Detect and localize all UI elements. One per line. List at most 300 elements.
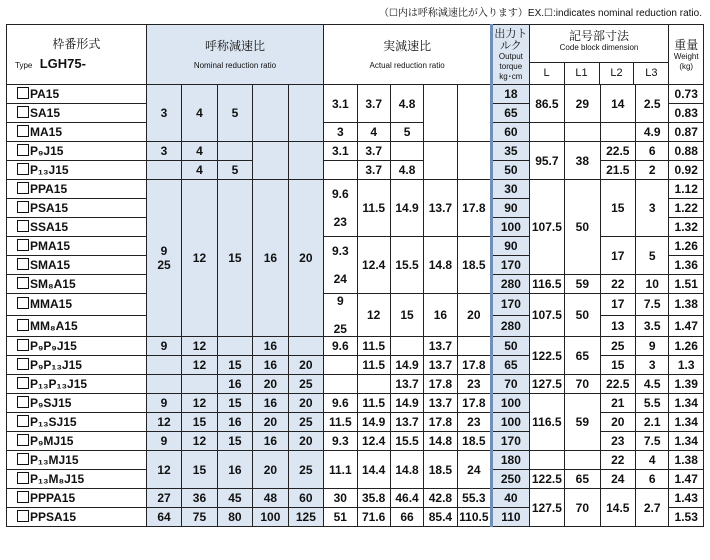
- actual-cell: 3.7: [357, 85, 390, 123]
- ratio-box-icon: [17, 144, 29, 156]
- actual-cell: 20: [457, 294, 491, 337]
- actual-ratio-header: [324, 25, 492, 85]
- nominal-cell: 64: [146, 508, 181, 527]
- nominal-cell: 16: [217, 413, 252, 432]
- actual-cell: 4.8: [390, 85, 423, 123]
- L-label: L: [530, 63, 565, 84]
- type-name: P₁₃SJ15: [7, 413, 147, 432]
- torque-cell: 100: [492, 413, 530, 432]
- weight-cell: 0.87: [669, 123, 704, 142]
- nominal-cell: 15: [182, 451, 217, 489]
- dim-L3-cell: 9: [636, 337, 669, 356]
- actual-cell: 12: [357, 294, 390, 337]
- ratio-box-icon: [17, 87, 29, 99]
- weight-cell: 1.3: [669, 356, 704, 375]
- weight-cell: 1.38: [669, 451, 704, 470]
- weight-cell: 1.39: [669, 375, 704, 394]
- actual-en-label: Actual reduction ratio: [369, 60, 445, 70]
- nominal-cell: [288, 85, 324, 142]
- dim-L3-cell: 10: [636, 275, 669, 294]
- nominal-cell: 20: [253, 451, 288, 489]
- type-name: P₁₃J15: [7, 161, 147, 180]
- nominal-cell: 15: [217, 180, 252, 337]
- type-name: SMA15: [7, 256, 147, 275]
- nominal-cell: 100: [253, 508, 288, 527]
- ratio-box-icon: [17, 510, 29, 522]
- actual-cell: 30: [324, 489, 357, 508]
- torque-cell: 280: [492, 315, 530, 337]
- nominal-cell: 20: [253, 413, 288, 432]
- actual-cell: 18.5: [457, 237, 491, 294]
- nominal-cell: 16: [253, 432, 288, 451]
- dim-L3-cell: 3: [636, 356, 669, 375]
- actual-cell: 13.7: [424, 180, 457, 237]
- L3-label: L3: [645, 67, 658, 79]
- actual-cell: 11.5: [324, 413, 357, 432]
- nominal-cell: [288, 142, 324, 180]
- dim-L1-cell: [565, 123, 600, 142]
- type-name: PPA15: [7, 180, 147, 199]
- dim-L3-cell: 2.5: [636, 85, 669, 123]
- weight-jp-label: 重量: [674, 37, 699, 52]
- nominal-cell: 16: [217, 375, 252, 394]
- nominal-cell: 20: [288, 356, 324, 375]
- dim-L2-cell: 15: [600, 356, 635, 375]
- nominal-cell: 15: [217, 356, 252, 375]
- ratio-box-icon: [17, 125, 29, 137]
- type-name: PMA15: [7, 237, 147, 256]
- type-name: PPPA15: [7, 489, 147, 508]
- frame-type-header: [7, 25, 147, 85]
- type-name: SM₈A15: [7, 275, 147, 294]
- actual-cell: 13.7: [424, 394, 457, 413]
- actual-cell: 51: [324, 508, 357, 527]
- torque-cell: 50: [492, 337, 530, 356]
- dim-L-cell: [529, 123, 564, 142]
- nominal-cell: 60: [288, 489, 324, 508]
- dim-L2-cell: 22.5: [600, 375, 635, 394]
- actual-cell: 12.4: [357, 432, 390, 451]
- table-row: [7, 489, 704, 508]
- dim-L3-cell: 3.5: [636, 315, 669, 337]
- ratio-box-icon: [17, 277, 29, 289]
- dim-L-cell: 116.5: [529, 275, 564, 294]
- ratio-box-icon: [17, 239, 29, 251]
- torque-cell: 90: [492, 237, 530, 256]
- nominal-cell: [182, 375, 217, 394]
- torque-unit-label: kg･cm: [499, 71, 523, 81]
- nominal-cell: 20: [288, 394, 324, 413]
- actual-cell: 18.5: [424, 451, 457, 489]
- ratio-box-icon: [17, 472, 29, 484]
- nominal-cell: 12: [146, 451, 181, 489]
- frame-jp-label: 枠番形式: [52, 36, 101, 51]
- L1-label: L1: [565, 63, 600, 84]
- nominal-cell: 12: [182, 432, 217, 451]
- dim-L2-cell: 21.5: [600, 161, 635, 180]
- nominal-cell: 45: [217, 489, 252, 508]
- actual-jp-label: 実減速比: [383, 38, 432, 53]
- actual-cell: 9.3: [324, 432, 357, 451]
- weight-en-label: Weight: [673, 51, 699, 61]
- ratio-box-icon: [17, 220, 29, 232]
- actual-cell: 5: [390, 123, 423, 142]
- dim-L3-cell: 6: [636, 470, 669, 489]
- weight-cell: 1.36: [669, 256, 704, 275]
- type-name: P₁₃MJ15: [7, 451, 147, 470]
- actual-cell: 12.4: [357, 237, 390, 294]
- dim-L-cell: [529, 451, 564, 470]
- actual-cell: 14.9: [390, 180, 423, 237]
- table-row: [7, 375, 704, 394]
- actual-cell: 9.6 23: [324, 180, 357, 237]
- actual-cell: 11.1: [324, 451, 357, 489]
- nominal-cell: [146, 356, 181, 375]
- nominal-cell: 16: [253, 180, 288, 337]
- torque-cell: 50: [492, 161, 530, 180]
- dim-L-cell: 127.5: [529, 489, 564, 527]
- dim-L2-cell: 14.5: [600, 489, 635, 527]
- actual-cell: 9 25: [324, 294, 357, 337]
- actual-cell: 24: [457, 451, 491, 489]
- torque-cell: 35: [492, 142, 530, 161]
- ratio-box-icon: [17, 415, 29, 427]
- weight-cell: 0.73: [669, 85, 704, 104]
- actual-cell: 3.7: [357, 142, 390, 161]
- weight-cell: 1.34: [669, 413, 704, 432]
- actual-cell: [357, 375, 390, 394]
- actual-cell: 85.4: [424, 508, 457, 527]
- actual-cell: [390, 337, 423, 356]
- dim-L2-cell: 24: [600, 470, 635, 489]
- actual-cell: [457, 142, 491, 180]
- actual-cell: 11.5: [357, 394, 390, 413]
- ratio-box-icon: [17, 182, 29, 194]
- dim-L3-cell: 7.5: [636, 432, 669, 451]
- nominal-cell: 25: [288, 375, 324, 394]
- L2-label: L2: [600, 63, 635, 84]
- dim-L1-cell: 50: [565, 180, 600, 275]
- actual-cell: 15.5: [390, 432, 423, 451]
- ratio-box-icon: [17, 377, 29, 389]
- actual-cell: 14.9: [390, 394, 423, 413]
- actual-cell: 13.7: [424, 356, 457, 375]
- dim-L2-cell: 15: [600, 180, 635, 237]
- actual-cell: 3.1: [324, 85, 357, 123]
- actual-cell: 55.3: [457, 489, 491, 508]
- actual-cell: 46.4: [390, 489, 423, 508]
- nominal-ratio-header: [146, 25, 323, 85]
- nominal-cell: [253, 142, 288, 180]
- table-row: [7, 180, 704, 199]
- dim-L3-cell: 5: [636, 237, 669, 275]
- nominal-cell: 36: [182, 489, 217, 508]
- type-name: PSA15: [7, 199, 147, 218]
- nominal-cell: 20: [253, 375, 288, 394]
- nominal-cell: 12: [182, 337, 217, 356]
- dim-L-cell: 122.5: [529, 470, 564, 489]
- actual-cell: 17.8: [457, 394, 491, 413]
- type-name: MMA15: [7, 294, 147, 316]
- dim-L2-cell: 25: [600, 337, 635, 356]
- nominal-cell: 16: [253, 337, 288, 356]
- actual-cell: [390, 142, 423, 161]
- actual-cell: 11.5: [357, 180, 390, 237]
- actual-cell: 14.8: [390, 451, 423, 489]
- actual-cell: 66: [390, 508, 423, 527]
- dim-L-cell: 107.5: [529, 180, 564, 275]
- dim-L-cell: 127.5: [529, 375, 564, 394]
- dim-L2-cell: 23: [600, 432, 635, 451]
- weight-cell: 0.83: [669, 104, 704, 123]
- type-value: LGH75-: [39, 55, 86, 71]
- actual-cell: 35.8: [357, 489, 390, 508]
- weight-cell: 1.43: [669, 489, 704, 508]
- weight-cell: 1.26: [669, 337, 704, 356]
- actual-cell: 4: [357, 123, 390, 142]
- weight-header: [669, 25, 704, 85]
- actual-cell: 14.9: [357, 413, 390, 432]
- actual-cell: 23: [457, 375, 491, 394]
- nominal-cell: 9 25: [146, 180, 181, 337]
- nominal-cell: [288, 337, 324, 356]
- nominal-cell: 20: [288, 432, 324, 451]
- type-name: P₉P₁₃J15: [7, 356, 147, 375]
- weight-cell: 1.38: [669, 294, 704, 316]
- nominal-cell: [217, 337, 252, 356]
- nominal-cell: [146, 161, 181, 180]
- table-row: [7, 123, 704, 142]
- dim-L3-cell: 5.5: [636, 394, 669, 413]
- nominal-cell: 25: [288, 451, 324, 489]
- type-name: P₁₃M₈J15: [7, 470, 147, 489]
- nominal-cell: 9: [146, 394, 181, 413]
- torque-cell: 40: [492, 489, 530, 508]
- dim-L2-cell: 17: [600, 294, 635, 316]
- table-row: [7, 394, 704, 413]
- nominal-en-label: Nominal reduction ratio: [193, 60, 277, 70]
- code-dimension-header: [529, 25, 669, 85]
- torque-cell: 90: [492, 199, 530, 218]
- nominal-cell: 16: [253, 356, 288, 375]
- weight-cell: 1.51: [669, 275, 704, 294]
- actual-cell: 18.5: [457, 432, 491, 451]
- torque-header: [492, 25, 530, 85]
- actual-cell: 13.7: [390, 413, 423, 432]
- dim-L1-cell: 38: [565, 142, 600, 180]
- weight-cell: 1.26: [669, 237, 704, 256]
- dim-L2-cell: 13: [600, 315, 635, 337]
- actual-cell: 13.7: [390, 375, 423, 394]
- nominal-cell: 75: [182, 508, 217, 527]
- torque-cell: 18: [492, 85, 530, 104]
- actual-cell: 3: [324, 123, 357, 142]
- type-name: PPSA15: [7, 508, 147, 527]
- dim-L3-cell: 4: [636, 451, 669, 470]
- weight-cell: 0.92: [669, 161, 704, 180]
- actual-cell: 23: [457, 413, 491, 432]
- nominal-cell: 15: [182, 413, 217, 432]
- ratio-box-icon: [17, 163, 29, 175]
- ratio-box-icon: [17, 358, 29, 370]
- nominal-cell: 15: [217, 394, 252, 413]
- nominal-cell: 4: [182, 85, 217, 142]
- torque-cell: 280: [492, 275, 530, 294]
- type-name: MA15: [7, 123, 147, 142]
- actual-cell: 11.5: [357, 337, 390, 356]
- table-row: [7, 85, 704, 104]
- nominal-cell: 48: [253, 489, 288, 508]
- weight-cell: 1.34: [669, 394, 704, 413]
- actual-cell: 9.6: [324, 394, 357, 413]
- actual-cell: [324, 161, 357, 180]
- nominal-cell: 16: [217, 451, 252, 489]
- type-name: PA15: [7, 85, 147, 104]
- dim-L1-cell: 70: [565, 489, 600, 527]
- ratio-box-icon: [17, 396, 29, 408]
- actual-cell: [457, 85, 491, 142]
- weight-cell: 1.22: [669, 199, 704, 218]
- dim-L2-cell: 22.5: [600, 142, 635, 161]
- dim-L-cell: 107.5: [529, 294, 564, 337]
- torque-jp-label: 出力トルク: [494, 27, 528, 52]
- dim-L3-cell: 4.9: [636, 123, 669, 142]
- nominal-cell: 4: [182, 161, 217, 180]
- torque-cell: 100: [492, 218, 530, 237]
- actual-cell: 9.3 24: [324, 237, 357, 294]
- nominal-cell: 12: [182, 180, 217, 337]
- weight-cell: 1.47: [669, 315, 704, 337]
- actual-cell: 17.8: [424, 375, 457, 394]
- dim-L-cell: 86.5: [529, 85, 564, 123]
- dim-L3-cell: 7.5: [636, 294, 669, 316]
- actual-cell: [324, 356, 357, 375]
- dim-L1-cell: 50: [565, 294, 600, 337]
- dim-L1-cell: 65: [565, 470, 600, 489]
- nominal-cell: 20: [288, 180, 324, 337]
- actual-cell: 17.8: [457, 356, 491, 375]
- weight-cell: 0.88: [669, 142, 704, 161]
- nominal-cell: [146, 375, 181, 394]
- ratio-box-icon: [17, 258, 29, 270]
- actual-cell: 9.6: [324, 337, 357, 356]
- table-body: [7, 85, 704, 527]
- actual-cell: 17.8: [457, 180, 491, 237]
- ratio-box-icon: [17, 434, 29, 446]
- dim-L1-cell: 59: [565, 275, 600, 294]
- type-name: SA15: [7, 104, 147, 123]
- type-name: P₁₃P₁₃J15: [7, 375, 147, 394]
- ratio-box-icon: [17, 319, 29, 331]
- torque-cell: 250: [492, 470, 530, 489]
- nominal-cell: 125: [288, 508, 324, 527]
- torque-cell: 65: [492, 356, 530, 375]
- weight-cell: 1.34: [669, 432, 704, 451]
- ratio-box-icon: [17, 339, 29, 351]
- dim-L1-cell: 59: [565, 394, 600, 451]
- weight-cell: 1.32: [669, 218, 704, 237]
- nominal-cell: 16: [253, 394, 288, 413]
- actual-cell: 11.5: [357, 356, 390, 375]
- ratio-box-icon: [17, 297, 29, 309]
- nominal-cell: 15: [217, 432, 252, 451]
- torque-cell: 70: [492, 375, 530, 394]
- type-name: MM₈A15: [7, 315, 147, 337]
- nominal-cell: 5: [217, 85, 252, 142]
- dim-L3-cell: 2.7: [636, 489, 669, 527]
- nominal-cell: 12: [146, 413, 181, 432]
- actual-cell: [424, 142, 457, 180]
- type-name: P₉MJ15: [7, 432, 147, 451]
- nominal-cell: 3: [146, 142, 181, 161]
- nominal-jp-label: 呼称減速比: [204, 38, 265, 53]
- dim-L1-cell: 65: [565, 337, 600, 375]
- actual-cell: [424, 85, 457, 142]
- dim-L3-cell: 3: [636, 180, 669, 237]
- type-label: Type: [15, 60, 33, 70]
- actual-cell: [324, 375, 357, 394]
- nominal-cell: 9: [146, 337, 181, 356]
- torque-cell: 100: [492, 394, 530, 413]
- actual-cell: 3.7: [357, 161, 390, 180]
- torque-cell: 110: [492, 508, 530, 527]
- dim-L2-cell: 22: [600, 451, 635, 470]
- weight-unit-label: (kg): [679, 61, 694, 71]
- actual-cell: 71.6: [357, 508, 390, 527]
- table-row: [7, 294, 704, 316]
- dim-L-cell: 116.5: [529, 394, 564, 451]
- dim-L1-cell: 70: [565, 375, 600, 394]
- actual-cell: 15.5: [390, 237, 423, 294]
- table-row: [7, 451, 704, 470]
- nominal-cell: 4: [182, 142, 217, 161]
- dimension-jp-label: 記号部寸法: [569, 29, 630, 43]
- type-name: P₉SJ15: [7, 394, 147, 413]
- dim-L2-cell: 14: [600, 85, 635, 123]
- nominal-cell: 9: [146, 432, 181, 451]
- type-name: P₉J15: [7, 142, 147, 161]
- actual-cell: 3.1: [324, 142, 357, 161]
- dim-L3-cell: 4.5: [636, 375, 669, 394]
- torque-cell: 30: [492, 180, 530, 199]
- ratio-box-icon: [17, 453, 29, 465]
- type-name: P₉P₉J15: [7, 337, 147, 356]
- actual-cell: 110.5: [457, 508, 491, 527]
- actual-cell: 13.7: [424, 337, 457, 356]
- nominal-cell: 5: [217, 161, 252, 180]
- nominal-cell: 25: [288, 413, 324, 432]
- torque-en-label: Output torque: [498, 51, 523, 71]
- dim-L3-cell: 6: [636, 142, 669, 161]
- table-row: [7, 142, 704, 161]
- torque-cell: 180: [492, 451, 530, 470]
- torque-cell: 170: [492, 294, 530, 316]
- weight-cell: 1.53: [669, 508, 704, 527]
- specification-table: [6, 24, 704, 527]
- actual-cell: 14.8: [424, 237, 457, 294]
- actual-cell: 14.4: [357, 451, 390, 489]
- ratio-note: （☐内は呼称減速比が入ります）EX.☐:indicates nominal reduction ratio.: [378, 8, 702, 19]
- actual-cell: 16: [424, 294, 457, 337]
- nominal-cell: 80: [217, 508, 252, 527]
- torque-cell: 60: [492, 123, 530, 142]
- actual-cell: 15: [390, 294, 423, 337]
- torque-cell: 170: [492, 432, 530, 451]
- dim-L-cell: 95.7: [529, 142, 564, 180]
- actual-cell: [457, 337, 491, 356]
- actual-cell: 14.9: [390, 356, 423, 375]
- table-row: [7, 337, 704, 356]
